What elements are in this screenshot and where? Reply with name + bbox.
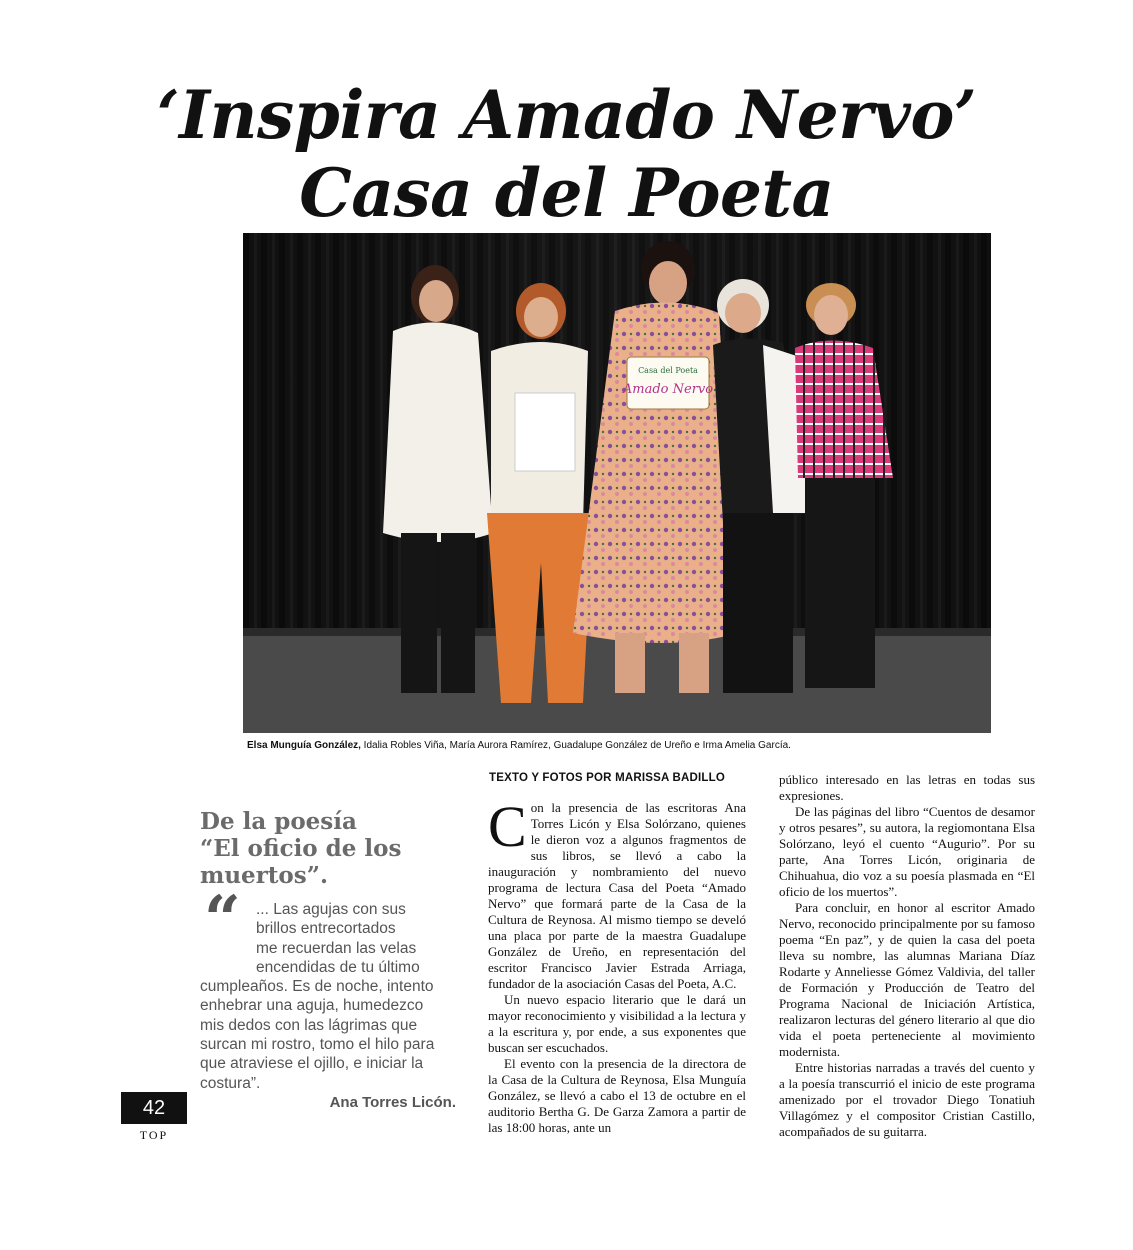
article-paragraph: Con la presencia de las escritoras Ana Torres Licón y Elsa Solórzano, quienes le dieron voz a algunos fragmentos de sus libros, se llevó a cabo la inauguración y nombramiento del nuevo programa de lectura Casa del Poeta “Amado Nervo” que formará parte de la Casa de la Cultura de Reynosa. Al mismo tiempo se develó una placa por parte de la maestra Guadalupe González de Ureño, en representación del escritor Francisco Javier Estrada Arriaga, fundador de la asociación Casas del Poeta, A.C.: [488, 794, 746, 991]
caption-bold-name: Elsa Munguía González,: [247, 740, 361, 751]
headline-line-2: Casa del Poeta: [299, 154, 834, 232]
byline: TEXTO Y FOTOS POR MARISSA BADILLO: [489, 772, 725, 784]
sidebar-title: De la poesía “El oficio de los muertos”.: [200, 808, 402, 889]
article-paragraph: Para concluir, en honor al escritor Amado Nervo, reconocido principalmente por su famoso poema “En paz”, y de quien la casa del poeta lleva su nombre, las alumnas Mariana Díaz Rodarte y Anneliesse Gómez Valdivia, del taller de Formación y Producción de Teatro del Programa Nacional de Iniciación Artística, realizaron lecturas del género literario al que dio vida el poeta perteneciente al movimiento modernista.: [779, 900, 1035, 1059]
article-paragraph: Un nuevo espacio literario que le dará un mayor reconocimiento y visibilidad a la lectura y a la escritura y, por ende, a sus exponentes que buscan ser escuchados.: [488, 992, 746, 1055]
article-paragraph: De las páginas del libro “Cuentos de desamor y otros pesares”, su autora, la regiomontana Elsa Solórzano, leyó el cuento “Augurio”. Por su parte, Ana Torres Licón, originaria de Chihuahua, dio voz a su poesía plasmada en “El oficio de los muertos”.: [779, 804, 1035, 899]
photo-caption: [247, 740, 1007, 751]
pull-quote: ... Las agujas con sus brillos entrecortados me recuerdan las velas encendidas de tu último cumpleaños. Es de noche, intento enhebrar una aguja, humedezco mis dedos con las lágrimas que surcan mi rostro, tomo el hilo para que atraviese el ojillo, e iniciar la costura”.: [200, 901, 435, 1092]
magazine-brand: TOP: [139, 1128, 169, 1142]
article-paragraph: público interesado en las letras en todas sus expresiones.: [779, 772, 1035, 803]
page-number: 42: [121, 1092, 187, 1124]
caption-names: Idalia Robles Viña, María Aurora Ramírez, Guadalupe González de Ureño e Irma Amelia García.: [360, 740, 791, 751]
svg-text:Amado Nervo: Amado Nervo: [622, 382, 714, 397]
article-paragraph: El evento con la presencia de la directora de la Casa de la Cultura de Reynosa, Elsa Munguía González, se llevó a cabo el 13 de octubre en el auditorio Bertha G. De Garza Zamora a partir de las 18:00 horas, ante un: [488, 1056, 746, 1135]
event-photo: [243, 233, 991, 733]
headline-line-1: ‘Inspira Amado Nervo’: [156, 76, 977, 154]
article-paragraph: Entre historias narradas a través del cuento y a la poesía transcurrió el inicio de este programa amenizado por el trovador Diego Tonatiuh Villagómez y el compositor Cristian Castillo, acompañados de su guitarra.: [779, 1060, 1035, 1139]
drop-cap: C: [488, 794, 527, 859]
svg-text:Casa del Poeta: Casa del Poeta: [638, 366, 698, 375]
article-column-2: [779, 772, 1035, 1140]
quote-mark-icon: “: [204, 882, 241, 957]
article-column-1: [488, 794, 746, 1136]
quote-author: Ana Torres Licón.: [329, 1094, 456, 1111]
